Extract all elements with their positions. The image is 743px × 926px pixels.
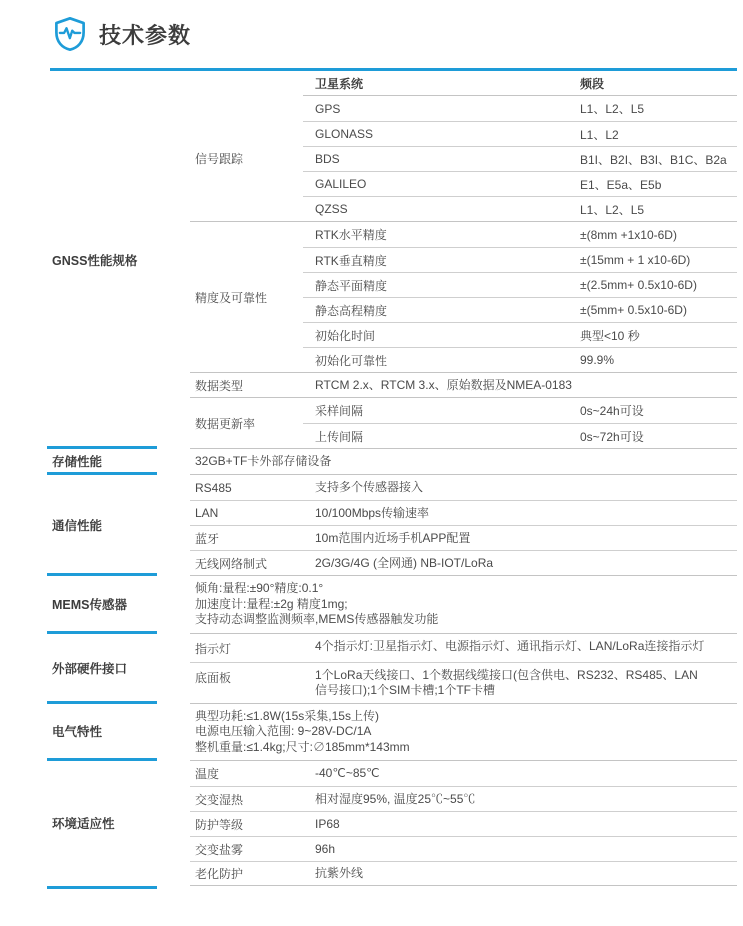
section-environment bbox=[50, 760, 737, 886]
table-row bbox=[303, 171, 737, 196]
satellite-system-cell: GPS bbox=[315, 101, 341, 116]
spec-label: 交变盐雾 bbox=[195, 842, 244, 857]
table-row bbox=[190, 662, 737, 703]
subgroup-label: 数据更新率 bbox=[195, 416, 256, 431]
category-label-communication: 通信性能 bbox=[52, 518, 103, 533]
subgroup-accuracy bbox=[190, 222, 737, 373]
spec-value-line: 电源电压输入范围: 9~28V-DC/1A bbox=[195, 724, 372, 738]
subgroup-label: 信号跟踪 bbox=[195, 152, 244, 166]
spec-value: 32GB+TF卡外部存储设备 bbox=[195, 454, 332, 468]
spec-value: 支持多个传感器接入 bbox=[315, 480, 424, 494]
section-communication bbox=[50, 474, 737, 575]
satellite-system-cell: GLONASS bbox=[315, 127, 374, 141]
table-row bbox=[190, 861, 737, 886]
table-row bbox=[190, 786, 737, 811]
section-hardware-io bbox=[50, 633, 737, 703]
table-row bbox=[303, 196, 737, 221]
spec-label: RS485 bbox=[195, 480, 232, 495]
spec-value: ±(5mm+ 0.5x10-6D) bbox=[580, 303, 687, 317]
table-row bbox=[190, 811, 737, 836]
category-label-gnss: GNSS性能规格 bbox=[52, 253, 138, 268]
table-row bbox=[190, 704, 737, 761]
category-label-environment: 环境适应性 bbox=[52, 817, 115, 831]
spec-label: 无线网络制式 bbox=[195, 556, 268, 571]
spec-value: ±(8mm +1x10-6D) bbox=[580, 227, 677, 242]
signal-tracking-rows bbox=[303, 96, 737, 221]
spec-label: 采样间隔 bbox=[315, 404, 364, 418]
spec-label: 数据类型 bbox=[195, 378, 244, 393]
spec-label: 底面板 bbox=[195, 670, 232, 685]
band-cell: L1、L2 bbox=[580, 127, 619, 142]
table-row bbox=[303, 347, 737, 372]
spec-value: 96h bbox=[315, 841, 336, 856]
table-row bbox=[190, 449, 737, 474]
spec-label: 防护等级 bbox=[195, 817, 244, 832]
table-row bbox=[190, 836, 737, 861]
row-data-type bbox=[190, 373, 737, 398]
section-hardware-io-body bbox=[190, 633, 737, 703]
satellite-system-cell: QZSS bbox=[315, 202, 348, 216]
section-communication-body bbox=[190, 474, 737, 575]
spec-value-line: 加速度计:量程:±2g 精度1mg; bbox=[195, 596, 348, 611]
update-rate-rows bbox=[303, 398, 737, 448]
section-gnss-body bbox=[190, 71, 737, 448]
spec-value-line: 典型功耗:≤1.8W(15s采集,15s上传) bbox=[195, 708, 379, 723]
satellite-system-cell: GALILEO bbox=[315, 177, 367, 191]
accuracy-rows bbox=[303, 222, 737, 372]
spec-label: 初始化可靠性 bbox=[315, 353, 388, 368]
spec-label: 上传间隔 bbox=[315, 429, 364, 444]
table-row bbox=[303, 121, 737, 146]
table-row bbox=[303, 222, 737, 247]
spec-value: 0s~24h可设 bbox=[580, 404, 644, 418]
section-environment-body bbox=[190, 760, 737, 886]
table-row bbox=[303, 398, 737, 423]
section-electrical-body bbox=[190, 703, 737, 761]
spec-value: ±(2.5mm+ 0.5x10-6D) bbox=[580, 278, 697, 292]
table-row bbox=[303, 272, 737, 297]
spec-value: ±(15mm + 1 x10-6D) bbox=[580, 253, 691, 267]
band-cell: L1、L2、L5 bbox=[580, 202, 645, 217]
table-row bbox=[190, 475, 737, 500]
shield-pulse-icon bbox=[50, 14, 90, 54]
spec-label: RTK垂直精度 bbox=[315, 253, 387, 268]
spec-value bbox=[190, 581, 737, 628]
spec-value: 相对湿度95%, 温度25℃~55℃ bbox=[315, 791, 476, 806]
category-label-hardware-io: 外部硬件接口 bbox=[52, 661, 128, 676]
gnss-column-header-row bbox=[303, 71, 737, 96]
spec-value: 0s~72h可设 bbox=[580, 429, 644, 444]
table-row bbox=[190, 500, 737, 525]
subgroup-signal-tracking bbox=[190, 96, 737, 222]
spec-value: 典型<10 秒 bbox=[580, 328, 640, 343]
band-cell: B1I、B2I、B3I、B1C、B2a bbox=[580, 152, 727, 167]
table-row bbox=[190, 761, 737, 786]
spec-label: 静态高程精度 bbox=[315, 303, 388, 318]
column-header-band: 频段 bbox=[580, 76, 605, 91]
band-cell: L1、L2、L5 bbox=[580, 102, 645, 116]
page-header bbox=[0, 0, 743, 68]
spec-table bbox=[50, 68, 737, 889]
category-label-mems: MEMS传感器 bbox=[52, 597, 128, 612]
column-header-satellite-system: 卫星系统 bbox=[315, 76, 364, 91]
subgroup-label: 精度及可靠性 bbox=[195, 290, 268, 305]
spec-label: LAN bbox=[195, 506, 219, 520]
spec-value: 1个LoRa天线接口、1个数据线缆接口(包含供电、RS232、RS485、LAN信号接口);1个SIM卡槽;1个TF卡槽 bbox=[315, 667, 698, 697]
spec-value: 99.9% bbox=[580, 353, 615, 367]
table-bottom-accent-line bbox=[47, 886, 157, 889]
table-row bbox=[303, 247, 737, 272]
spec-value: 抗紫外线 bbox=[315, 866, 364, 880]
section-gnss bbox=[50, 71, 737, 448]
section-electrical bbox=[50, 703, 737, 761]
spec-label: 指示灯 bbox=[195, 641, 232, 656]
section-mems bbox=[50, 575, 737, 633]
spec-value: 4个指示灯:卫星指示灯、电源指示灯、通讯指示灯、LAN/LoRa连接指示灯 bbox=[315, 638, 705, 653]
spec-value-line: 支持动态调整监测频率,MEMS传感器触发功能 bbox=[195, 612, 439, 626]
subgroup-update-rate bbox=[190, 398, 737, 448]
spec-label: 静态平面精度 bbox=[315, 278, 388, 293]
spec-value: 10/100Mbps传输速率 bbox=[315, 505, 430, 520]
category-label-electrical: 电气特性 bbox=[52, 725, 103, 740]
section-mems-body bbox=[190, 575, 737, 633]
band-cell: E1、E5a、E5b bbox=[580, 177, 662, 192]
spec-label: 老化防护 bbox=[195, 867, 244, 881]
spec-label: 初始化时间 bbox=[315, 328, 376, 343]
spec-value bbox=[190, 709, 737, 756]
table-row bbox=[303, 322, 737, 347]
table-row bbox=[303, 297, 737, 322]
table-row bbox=[190, 550, 737, 575]
spec-value: 2G/3G/4G (全网通) NB-IOT/LoRa bbox=[315, 555, 494, 570]
satellite-system-cell: BDS bbox=[315, 152, 340, 166]
category-label-storage: 存储性能 bbox=[52, 455, 103, 469]
table-row bbox=[303, 146, 737, 171]
spec-value: RTCM 2.x、RTCM 3.x、原始数据及NMEA-0183 bbox=[315, 377, 572, 392]
section-storage bbox=[50, 448, 737, 474]
spec-label: 交变湿热 bbox=[195, 792, 244, 807]
page-title: 技术参数 bbox=[99, 22, 192, 48]
spec-value: IP68 bbox=[315, 816, 340, 831]
table-row bbox=[190, 576, 737, 633]
section-storage-body bbox=[190, 448, 737, 474]
table-row bbox=[190, 634, 737, 662]
spec-label: RTK水平精度 bbox=[315, 228, 387, 242]
spec-label: 蓝牙 bbox=[195, 531, 220, 546]
table-row bbox=[303, 423, 737, 448]
table-row bbox=[190, 525, 737, 550]
spec-value-line: 倾角:量程:±90°精度:0.1° bbox=[195, 581, 324, 595]
spec-value: -40℃~85℃ bbox=[315, 766, 380, 780]
spec-value-line: 整机重量:≤1.4kg;尺寸:∅185mm*143mm bbox=[195, 739, 410, 754]
spec-value: 10m范围内近场手机APP配置 bbox=[315, 530, 471, 545]
table-row bbox=[303, 96, 737, 121]
spec-label: 温度 bbox=[195, 767, 220, 781]
